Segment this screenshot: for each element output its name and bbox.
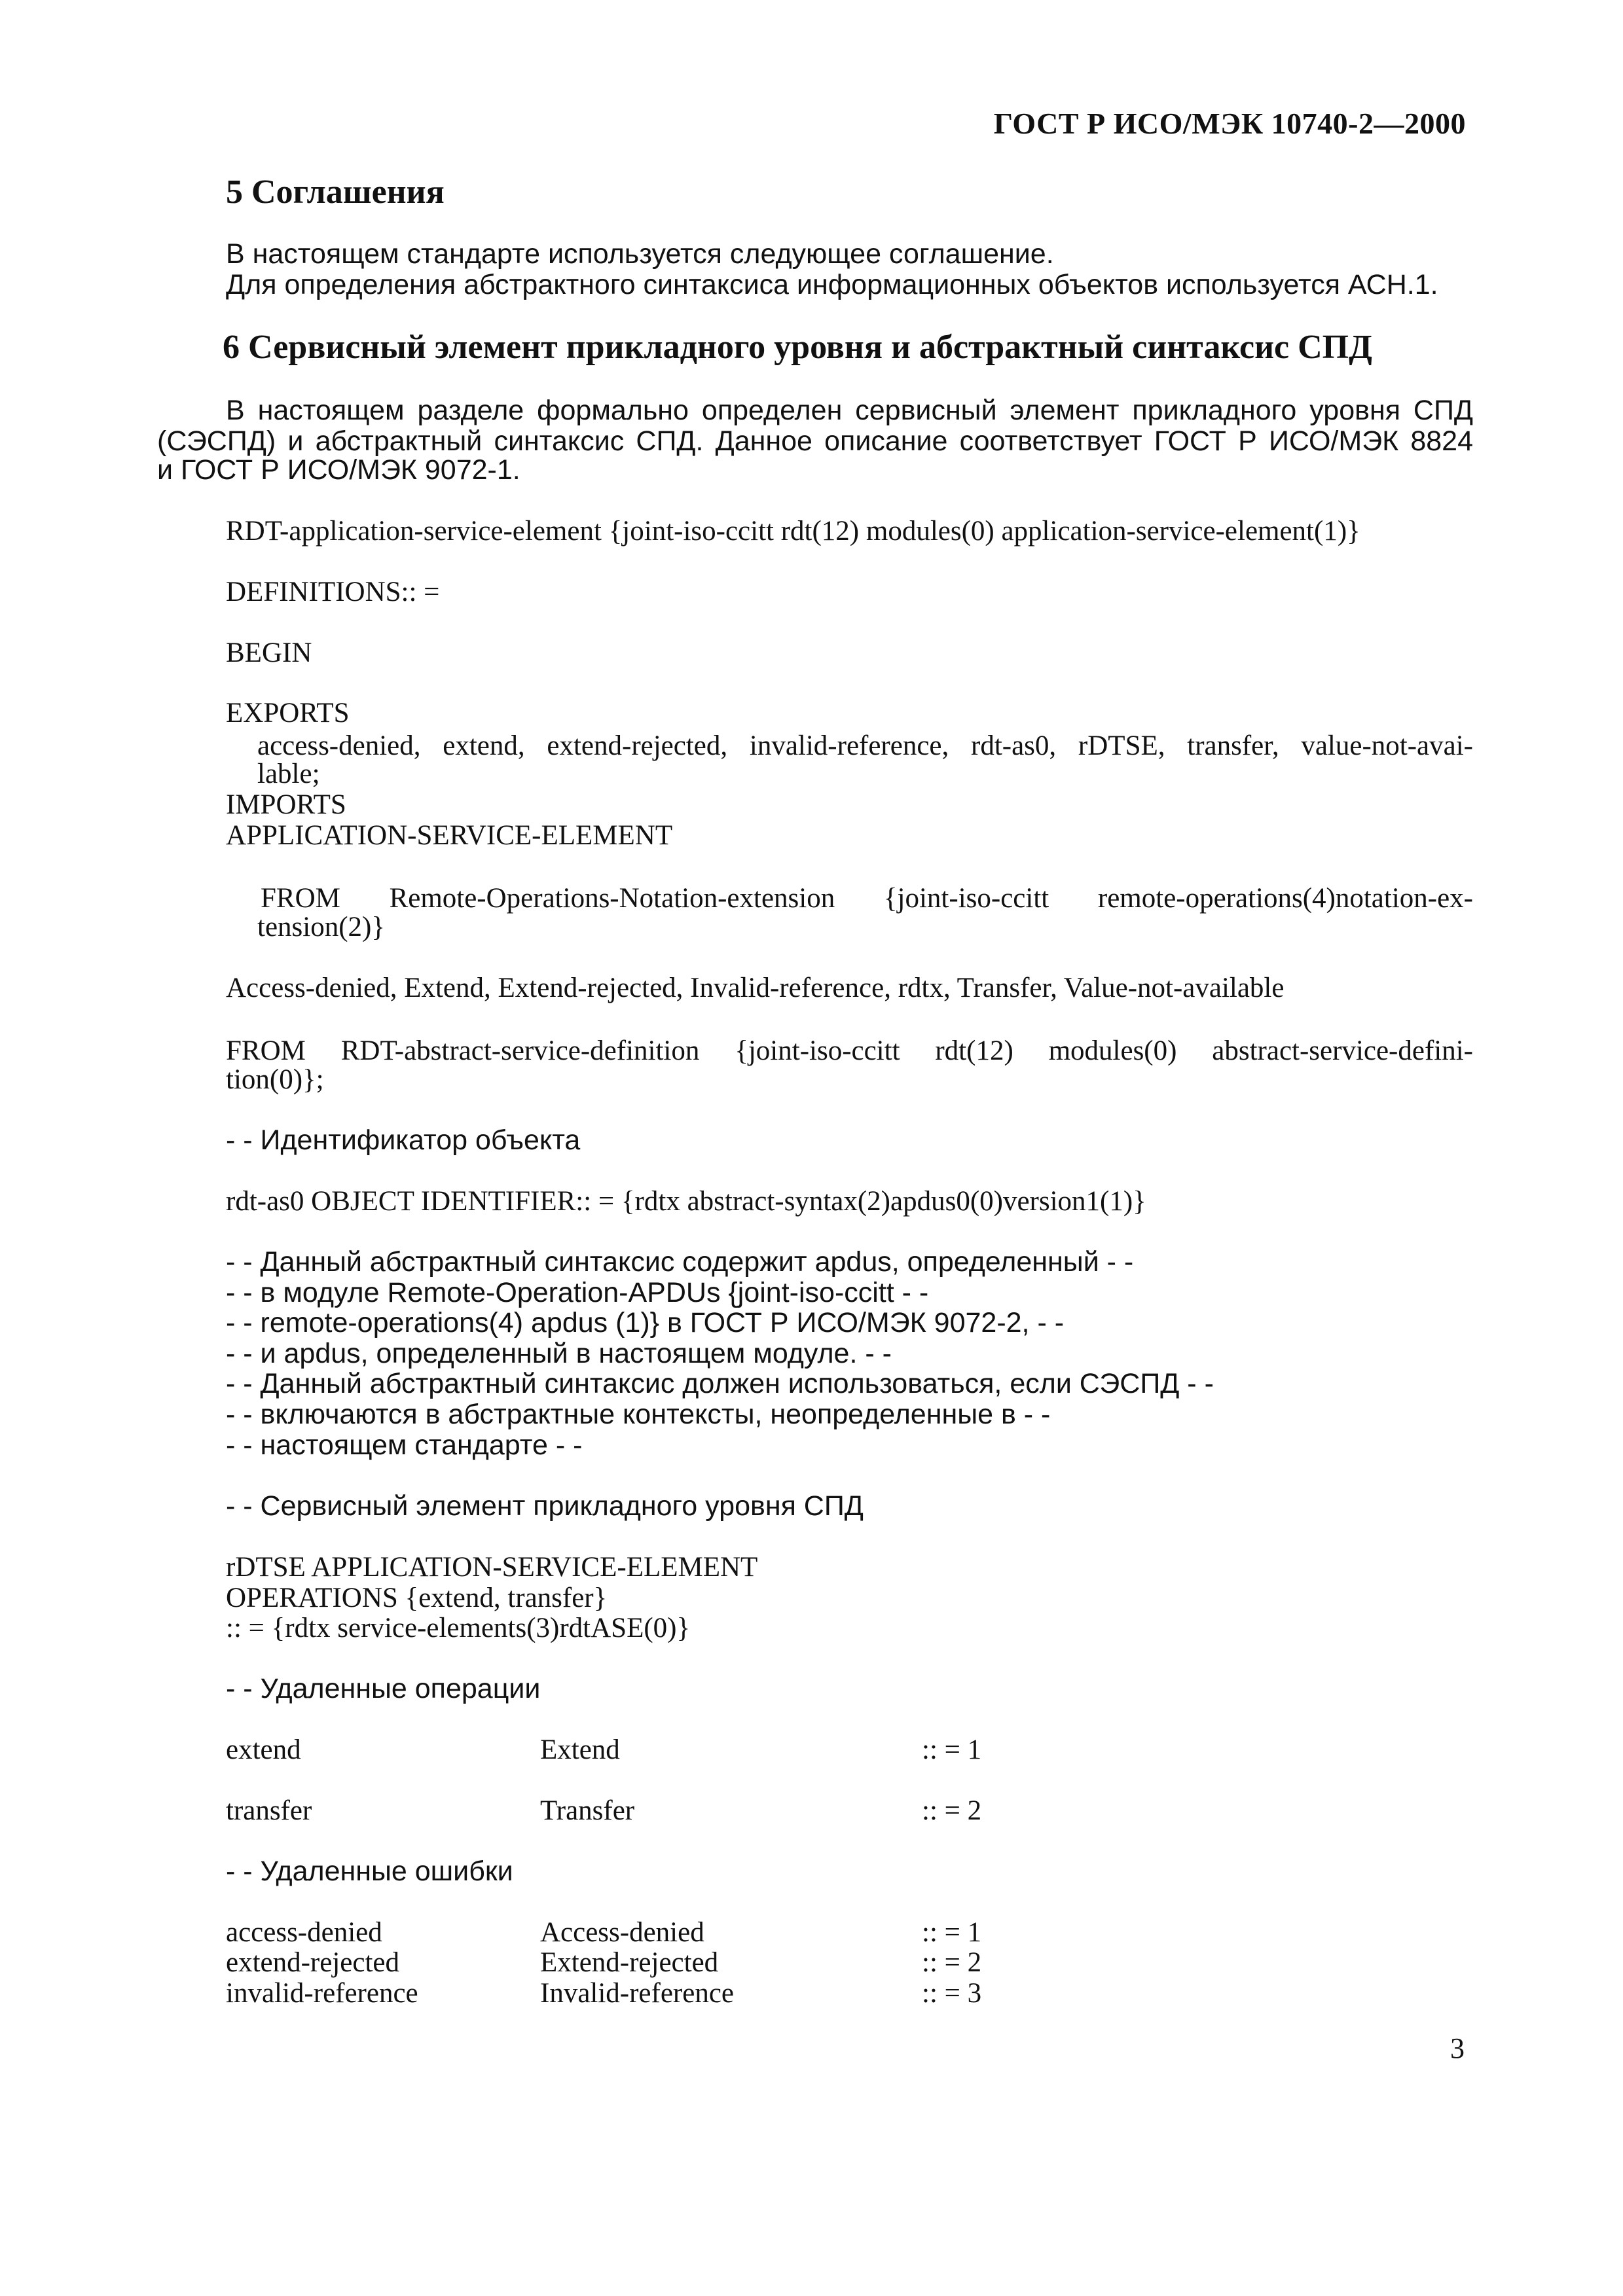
comment-block-line: - - настоящем стандарте - - xyxy=(226,1429,583,1461)
rdtse-definition-line-3: :: = {rdtx service-elements(3)rdtASE(0)} xyxy=(226,1613,691,1643)
rdtse-definition-line-1: rDTSE APPLICATION-SERVICE-ELEMENT xyxy=(226,1552,758,1583)
rdtse-definition-line-2: OPERATIONS {extend, transfer} xyxy=(226,1583,608,1613)
comment-remote-operations: - - Удаленные операции xyxy=(226,1673,541,1704)
page-number: 3 xyxy=(1450,2032,1465,2064)
comment-object-identifier: - - Идентификатор объекта xyxy=(226,1124,581,1156)
comment-block-line: - - в модуле Remote-Operation-APDUs {joint-iso-ccitt - - xyxy=(226,1277,929,1308)
error-name: invalid-reference xyxy=(226,1978,418,2009)
exports-list-line-1: access-denied, extend, extend-rejected, invalid-reference, rdt-as0, rDTSE, transfer, value-not-avai- xyxy=(257,730,1473,761)
from-rdt-line-2: tion(0)}; xyxy=(226,1064,324,1095)
error-value: :: = 1 xyxy=(922,1917,982,1948)
import-list-line: Access-denied, Extend, Extend-rejected, Invalid-reference, rdtx, Transfer, Value-not-available xyxy=(226,973,1285,1003)
application-service-element-line: APPLICATION-SERVICE-ELEMENT xyxy=(226,820,673,851)
operation-name: extend xyxy=(226,1734,301,1765)
error-type: Invalid-reference xyxy=(540,1978,735,2009)
exports-list-line-2: lable; xyxy=(257,759,320,789)
rdt-as0-definition: rdt-as0 OBJECT IDENTIFIER:: = {rdtx abstract-syntax(2)apdus0(0)version1(1)} xyxy=(226,1186,1146,1217)
error-name: access-denied xyxy=(226,1917,382,1948)
operation-value: :: = 2 xyxy=(922,1795,982,1826)
from-ron-line-1: FROM Remote-Operations-Notation-extension {joint-iso-ccitt remote-operations(4)notation-ex- xyxy=(261,883,1473,914)
operation-type: Transfer xyxy=(540,1795,635,1826)
operation-value: :: = 1 xyxy=(922,1734,982,1765)
comment-block-line: - - Данный абстрактный синтаксис должен использоваться, если СЭСПД - - xyxy=(226,1368,1214,1399)
from-ron-line-2: tension(2)} xyxy=(257,912,385,942)
from-rdt-line-1: FROM RDT-abstract-service-definition {joint-iso-ccitt rdt(12) modules(0) abstract-service-defini- xyxy=(226,1035,1473,1066)
operation-type: Extend xyxy=(540,1734,620,1765)
section-5-line-2: Для определения абстрактного синтаксиса информационных объектов используется АСН.1. xyxy=(226,269,1438,300)
imports-keyword: IMPORTS xyxy=(226,789,346,820)
comment-block-line: - - включаются в абстрактные контексты, неопределенные в - - xyxy=(226,1399,1051,1430)
comment-block-line: - - Данный абстрактный синтаксис содержит apdus, определенный - - xyxy=(226,1246,1134,1278)
error-name: extend-rejected xyxy=(226,1947,399,1978)
section-6-intro-line-3: и ГОСТ Р ИСО/МЭК 9072-1. xyxy=(157,454,520,486)
begin-line: BEGIN xyxy=(226,637,312,668)
error-type: Access-denied xyxy=(540,1917,704,1948)
section-6-intro-line-1: В настоящем разделе формально определен сервисный элемент прикладного уровня СПД xyxy=(226,395,1473,426)
comment-remote-errors: - - Удаленные ошибки xyxy=(226,1856,513,1887)
document-id-header: ГОСТ Р ИСО/МЭК 10740-2—2000 xyxy=(993,107,1466,140)
section-6-title: 6 Сервисный элемент прикладного уровня и абстрактный синтаксис СПД xyxy=(223,329,1372,366)
section-5-line-1: В настоящем стандарте используется следующее соглашение. xyxy=(226,238,1054,270)
comment-service-element: - - Сервисный элемент прикладного уровня СПД xyxy=(226,1490,864,1522)
section-5-title: 5 Соглашения xyxy=(226,173,445,211)
exports-keyword: EXPORTS xyxy=(226,698,350,728)
module-header-line: RDT-application-service-element {joint-iso-ccitt rdt(12) modules(0) application-service-element(1)} xyxy=(226,516,1360,547)
error-type: Extend-rejected xyxy=(540,1947,719,1978)
section-6-intro-line-2: (СЭСПД) и абстрактный синтаксис СПД. Данное описание соответствует ГОСТ Р ИСО/МЭК 8824 xyxy=(157,425,1473,457)
comment-block-line: - - remote-operations(4) apdus (1)} в ГОСТ Р ИСО/МЭК 9072-2, - - xyxy=(226,1307,1065,1338)
comment-block-line: - - и apdus, определенный в настоящем модуле. - - xyxy=(226,1338,892,1369)
error-value: :: = 2 xyxy=(922,1947,982,1978)
operation-name: transfer xyxy=(226,1795,312,1826)
definitions-line: DEFINITIONS:: = xyxy=(226,577,440,607)
error-value: :: = 3 xyxy=(922,1978,982,2009)
